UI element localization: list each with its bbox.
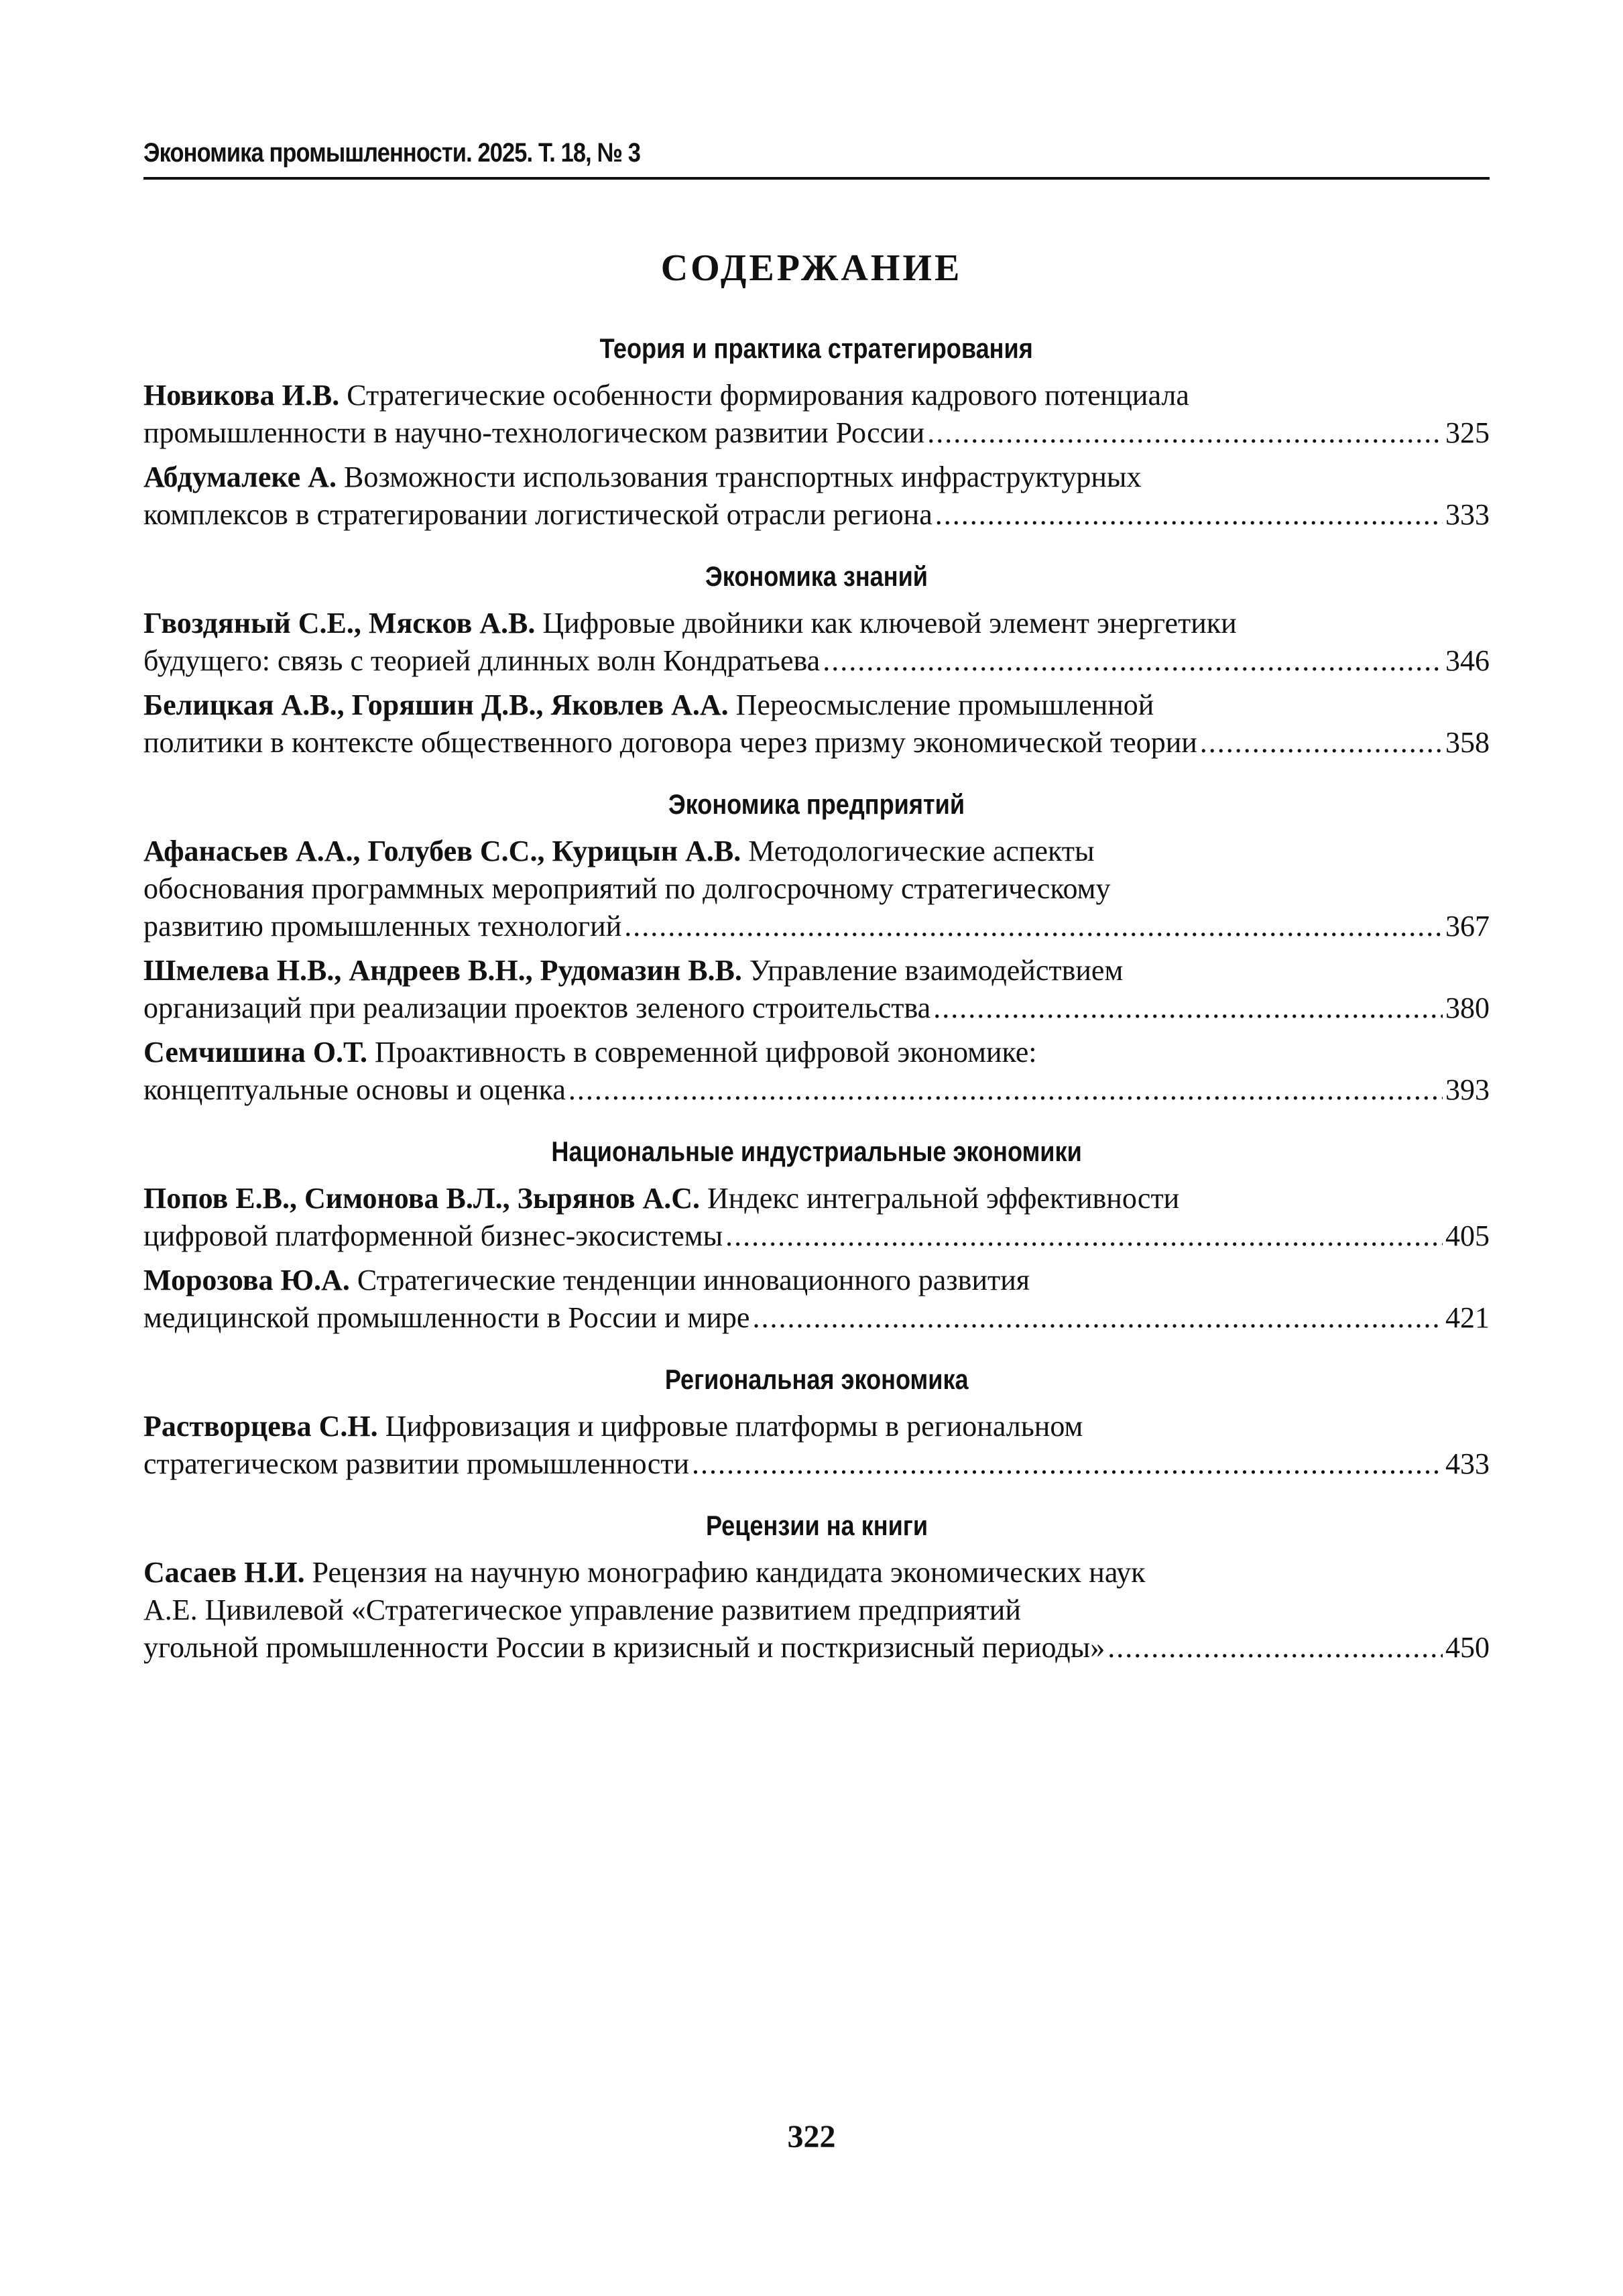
entry-title-line: Проактивность в современной цифровой экономике: [375, 1036, 1037, 1069]
entry-line [143, 1217, 1490, 1255]
section-title-text: Региональная экономика [664, 1364, 969, 1395]
table-of-contents [143, 328, 1490, 1673]
toc-entry[interactable] [143, 1262, 1490, 1337]
entry-line [143, 1034, 1490, 1071]
toc-entry[interactable] [143, 1554, 1490, 1667]
entry-line [143, 989, 1490, 1027]
toc-entry[interactable] [143, 1034, 1490, 1109]
entry-authors: Сасаев Н.И. [143, 1556, 305, 1589]
toc-entry[interactable] [143, 686, 1490, 762]
section-title-text: Национальные индустриальные экономики [551, 1136, 1082, 1167]
toc-entry[interactable] [143, 459, 1490, 534]
entry-text [143, 496, 933, 534]
section-title [143, 328, 1490, 369]
dot-leader [624, 908, 1443, 945]
entry-text [143, 1629, 1105, 1667]
entry-title-line: Переосмысление промышленной [735, 688, 1154, 721]
dot-leader [933, 989, 1443, 1027]
section-title [143, 556, 1490, 597]
entry-page-number[interactable]: 367 [1445, 910, 1490, 943]
entry-page-number[interactable]: 380 [1445, 991, 1490, 1024]
toc-entry[interactable] [143, 377, 1490, 452]
dot-leader [927, 414, 1443, 452]
running-header [143, 134, 1490, 172]
entry-title-line: стратегическом развитии промышленности [143, 1447, 689, 1480]
entry-page-number[interactable]: 358 [1445, 726, 1490, 759]
entry-line [143, 1180, 1490, 1217]
entry-text [143, 1591, 1021, 1629]
entry-authors: Растворцева С.Н. [143, 1410, 378, 1443]
entry-title-line: концептуальные основы и оценка [143, 1073, 566, 1106]
entry-text [143, 1180, 1179, 1217]
toc-section [143, 784, 1490, 1109]
entry-line [143, 952, 1490, 989]
entry-title-line: Стратегические особенности формирования кадрового потенциала [347, 379, 1189, 412]
entry-title-line: комплексов в стратегировании логистической отрасли региона [143, 498, 933, 531]
entry-text [143, 833, 1095, 870]
entry-text [143, 1217, 723, 1255]
dot-leader [692, 1445, 1443, 1483]
entry-page-number[interactable]: 405 [1445, 1219, 1490, 1252]
dot-leader [752, 1299, 1443, 1337]
dot-leader [823, 642, 1443, 680]
entry-line [143, 870, 1490, 908]
entry-text [143, 952, 1123, 989]
page-title: СОДЕРЖАНИЕ [660, 247, 963, 289]
entry-page-number[interactable]: 333 [1445, 498, 1490, 531]
entry-line [143, 833, 1490, 870]
entry-page-number[interactable]: 325 [1445, 416, 1490, 449]
entry-line [143, 908, 1490, 945]
entry-line [143, 724, 1490, 762]
entry-authors: Белицкая А.В., Горяшин Д.В., Яковлев А.А. [143, 688, 729, 721]
entry-line [143, 1445, 1490, 1483]
section-title-text: Теория и практика стратегирования [599, 333, 1034, 364]
entry-authors: Шмелева Н.В., Андреев В.Н., Рудомазин В.В. [143, 954, 742, 987]
entry-title-line: А.Е. Цивилевой «Стратегическое управление развитием предприятий [143, 1593, 1021, 1626]
entry-text [143, 459, 1142, 496]
section-title-text: Экономика предприятий [668, 788, 965, 820]
section-title [143, 1360, 1490, 1400]
entry-title-line: цифровой платформенной бизнес-экосистемы [143, 1219, 723, 1252]
entry-page-number[interactable]: 346 [1445, 644, 1490, 677]
toc-section [143, 328, 1490, 534]
toc-entry[interactable] [143, 833, 1490, 945]
entry-text [143, 1262, 1030, 1299]
section-title [143, 1132, 1490, 1172]
toc-section [143, 556, 1490, 762]
entry-line [143, 1591, 1490, 1629]
entry-title-line: Индекс интегральной эффективности [707, 1182, 1180, 1215]
entry-line [143, 377, 1490, 414]
entry-title-line: Цифровизация и цифровые платформы в региональном [385, 1410, 1083, 1443]
section-title [143, 1506, 1490, 1546]
entry-authors: Абдумалеке А. [143, 461, 337, 493]
entry-line [143, 1299, 1490, 1337]
entry-text [143, 377, 1189, 414]
entry-title-line: Цифровые двойники как ключевой элемент энергетики [542, 607, 1237, 640]
toc-entry[interactable] [143, 605, 1490, 680]
entry-text [143, 1408, 1083, 1445]
entry-line [143, 642, 1490, 680]
entry-line [143, 605, 1490, 642]
entry-page-number[interactable]: 450 [1445, 1631, 1490, 1664]
entry-text [143, 1445, 689, 1483]
entry-text [143, 414, 924, 452]
entry-text [143, 686, 1154, 724]
entry-text [143, 1299, 749, 1337]
entry-line [143, 1554, 1490, 1591]
entry-text [143, 870, 1110, 908]
entry-title-line: Стратегические тенденции инновационного развития [357, 1264, 1030, 1296]
entry-authors: Гвоздяный С.Е., Мясков А.В. [143, 607, 536, 640]
entry-authors: Семчишина О.Т. [143, 1036, 367, 1069]
toc-section [143, 1132, 1490, 1337]
entry-text [143, 642, 820, 680]
entry-text [143, 605, 1237, 642]
entry-authors: Афанасьев А.А., Голубев С.С., Курицын А.В. [143, 835, 741, 867]
header-rule [143, 177, 1490, 180]
dot-leader [725, 1217, 1443, 1255]
entry-authors: Новикова И.В. [143, 379, 340, 412]
entry-line [143, 1408, 1490, 1445]
entry-authors: Попов Е.В., Симонова В.Л., Зырянов А.С. [143, 1182, 701, 1215]
toc-entry[interactable] [143, 952, 1490, 1027]
entry-text [143, 1554, 1146, 1591]
entry-title-line: политики в контексте общественного договора через призму экономической теории [143, 726, 1197, 759]
section-title [143, 784, 1490, 825]
toc-entry[interactable] [143, 1180, 1490, 1255]
entry-title-line: организаций при реализации проектов зеленого строительства [143, 991, 931, 1024]
entry-title-line: промышленности в научно-технологическом развитии России [143, 416, 925, 449]
section-title-text: Рецензии на книги [705, 1510, 928, 1541]
entry-page-number[interactable]: 393 [1445, 1073, 1490, 1106]
dot-leader [935, 496, 1443, 534]
entry-page-number[interactable]: 433 [1445, 1447, 1490, 1480]
entry-line [143, 496, 1490, 534]
entry-text [143, 1071, 566, 1109]
dot-leader [1200, 724, 1443, 762]
entry-text [143, 724, 1197, 762]
entry-line [143, 1629, 1490, 1667]
entry-title-line: будущего: связь с теорией длинных волн Кондратьева [143, 644, 821, 677]
entry-title-line: обоснования программных мероприятий по долгосрочному стратегическому [143, 872, 1111, 905]
entry-authors: Морозова Ю.А. [143, 1264, 350, 1296]
page-number: 322 [787, 2119, 836, 2155]
entry-title-line: медицинской промышленности в России и мире [143, 1301, 750, 1334]
section-title-text: Экономика знаний [705, 560, 928, 592]
toc-entry[interactable] [143, 1408, 1490, 1483]
entry-line [143, 414, 1490, 452]
entry-line [143, 459, 1490, 496]
entry-title-line: Рецензия на научную монографию кандидата экономических наук [312, 1556, 1146, 1589]
entry-line [143, 1071, 1490, 1109]
dot-leader [1107, 1629, 1443, 1667]
entry-title-line: Методологические аспекты [748, 835, 1095, 867]
entry-title-line: развитию промышленных технологий [143, 910, 622, 943]
toc-section [143, 1360, 1490, 1483]
entry-page-number[interactable]: 421 [1445, 1301, 1490, 1334]
entry-title-line: Возможности использования транспортных инфраструктурных [343, 461, 1142, 493]
entry-line [143, 1262, 1490, 1299]
entry-title-line: Управление взаимодействием [749, 954, 1124, 987]
toc-section [143, 1506, 1490, 1667]
entry-text [143, 1034, 1037, 1071]
entry-title-line: угольной промышленности России в кризисный и посткризисный периоды» [143, 1631, 1105, 1664]
entry-text [143, 908, 621, 945]
journal-title: Экономика промышленности. 2025. Т. 18, № 3 [143, 138, 641, 168]
dot-leader [568, 1071, 1443, 1109]
entry-line [143, 686, 1490, 724]
entry-text [143, 989, 930, 1027]
